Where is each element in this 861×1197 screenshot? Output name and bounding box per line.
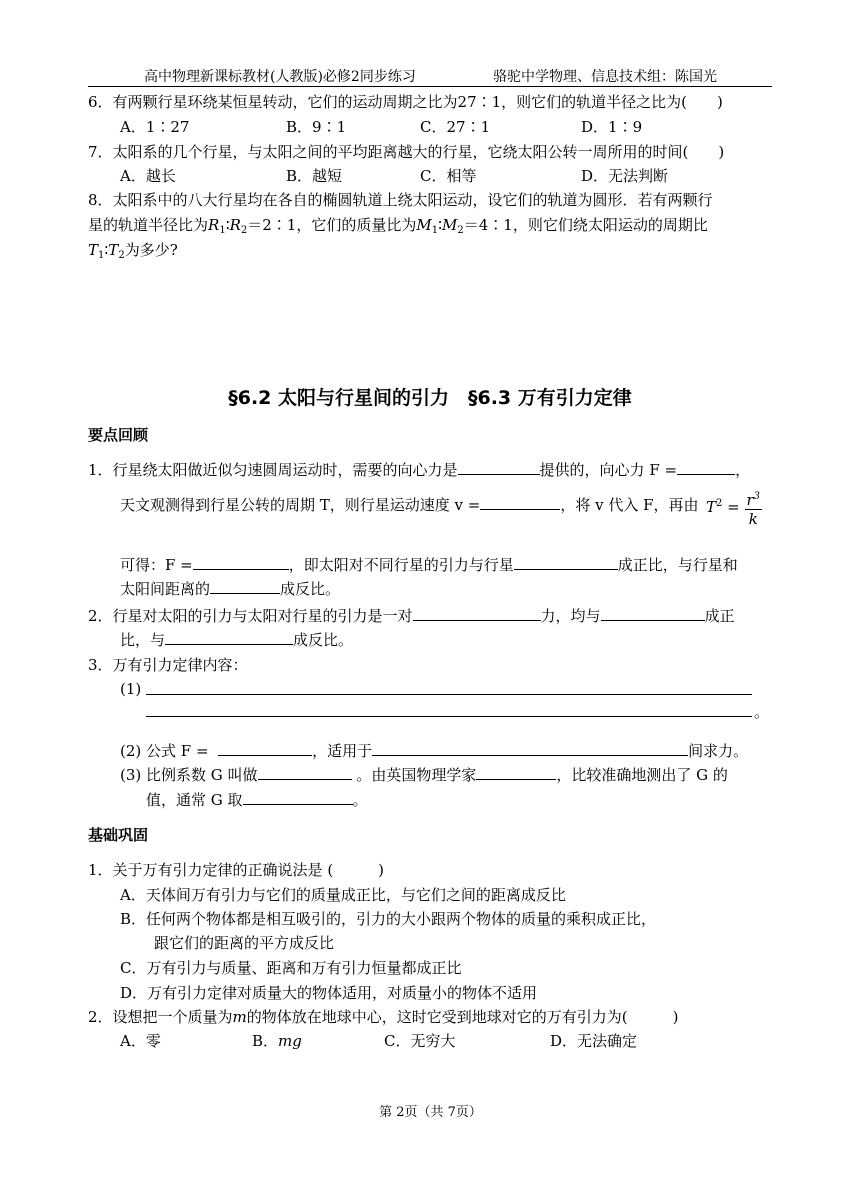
review-1-line-2: 天文观测得到行星公转的周期 T，则行星运动速度 v = ，将 v 代入 F，再由 xyxy=(120,496,699,514)
review-3-1-label: (1) xyxy=(120,680,142,698)
basics-question-2-option-d: D．无法确定 xyxy=(550,1032,638,1050)
blank[interactable] xyxy=(413,605,541,621)
answer-line[interactable] xyxy=(146,716,752,717)
basics-question-2-option-c: C．无穷大 xyxy=(384,1032,456,1050)
header-rule xyxy=(88,86,772,87)
review-1-line-4: 太阳间距离的 成反比。 xyxy=(120,580,341,598)
blank[interactable] xyxy=(372,740,688,756)
question-7-stem: 7．太阳系的几个行星，与太阳之间的平均距离越大的行星，它绕太阳公转一周所用的时间( ) xyxy=(88,143,725,161)
formula-fraction: $\frac{r^3}{k}$ xyxy=(745,488,763,528)
blank[interactable] xyxy=(243,789,353,805)
header-left: 高中物理新课标教材(人教版)必修2同步练习 xyxy=(144,69,416,85)
question-6-option-b: B．9∶1 xyxy=(286,118,347,136)
blank[interactable] xyxy=(193,554,289,570)
blank[interactable] xyxy=(165,629,293,645)
basics-question-2-stem: 2．设想把一个质量为m的物体放在地球中心，这时它受到地球对它的万有引力为( ) xyxy=(88,1008,679,1026)
review-3-heading: 3．万有引力定律内容： xyxy=(88,656,248,674)
review-heading: 要点回顾 xyxy=(88,426,149,444)
question-7-option-d: D．无法判断 xyxy=(581,167,669,185)
blank[interactable] xyxy=(601,605,705,621)
question-6-stem: 6．有两颗行星环绕某恒星转动，它们的运动周期之比为27∶1，则它们的轨道半径之比为( ) xyxy=(88,93,723,111)
question-8-line-3: $T_1∶T_2$为多少? xyxy=(88,241,178,261)
review-3-2: (2) 公式 F = ，适用于 间求力。 xyxy=(120,742,749,760)
blank[interactable] xyxy=(480,494,560,510)
answer-line[interactable] xyxy=(146,694,752,695)
review-2-line-2: 比，与 成反比。 xyxy=(120,631,354,649)
blank[interactable] xyxy=(458,459,540,475)
blank[interactable] xyxy=(218,740,312,756)
blank[interactable] xyxy=(476,764,556,780)
basics-question-1-stem: 1．关于万有引力定律的正确说法是 ( ) xyxy=(88,861,385,879)
review-3-3: (3) 比例系数 G 叫做 。由英国物理学家 ，比较准确地测出了 G 的 xyxy=(120,766,728,784)
basics-question-2-option-a: A．零 xyxy=(120,1032,161,1050)
question-6-option-d: D．1∶9 xyxy=(581,118,643,136)
page-footer: 第 2页（共 7页） xyxy=(379,1105,482,1120)
basics-question-1-option-b-cont: 跟它们的距离的平方成反比 xyxy=(154,934,335,952)
blank[interactable] xyxy=(258,764,352,780)
basics-question-1-option-c: C．万有引力与质量、距离和万有引力恒量都成正比 xyxy=(120,959,462,977)
question-6-option-a: A．1∶27 xyxy=(120,118,190,136)
review-2-line-1: 2．行星对太阳的引力与太阳对行星的引力是一对 力，均与 成正 xyxy=(88,607,735,625)
blank[interactable] xyxy=(210,578,280,594)
review-1-line-1: 1．行星绕太阳做近似匀速圆周运动时，需要的向心力是 提供的，向心力 F = ， xyxy=(88,461,751,479)
question-8-line-1: 8．太阳系中的八大行星均在各自的椭圆轨道上绕太阳运动，设它们的轨道为圆形．若有两颗行 xyxy=(88,191,713,209)
kepler-formula: $T^2$ = $\frac{r^3}{k}$ xyxy=(706,488,762,528)
question-7-option-b: B．越短 xyxy=(286,167,343,185)
review-3-1-end: 。 xyxy=(754,703,770,721)
basics-question-1-option-a: A．天体间万有引力与它们的质量成正比，与它们之间的距离成反比 xyxy=(120,886,566,904)
question-7-option-a: A．越长 xyxy=(120,167,176,185)
question-7-option-c: C．相等 xyxy=(420,167,477,185)
header-right: 骆驼中学物理、信息技术组：陈国光 xyxy=(493,69,717,85)
basics-question-2-option-b: B．mg xyxy=(252,1032,302,1050)
review-1-line-3: 可得：F = ，即太阳对不同行星的引力与行星 成正比，与行星和 xyxy=(120,556,738,574)
basics-heading: 基础巩固 xyxy=(88,826,149,844)
review-3-3-cont: 值，通常 G 取 。 xyxy=(146,791,368,809)
basics-question-1-option-b: B．任何两个物体都是相互吸引的，引力的大小跟两个物体的质量的乘积成正比， xyxy=(120,910,657,928)
basics-question-1-option-d: D．万有引力定律对质量大的物体适用，对质量小的物体不适用 xyxy=(120,984,538,1002)
blank[interactable] xyxy=(514,554,618,570)
question-8-line-2: 星的轨道半径比为$R_1∶R_2=2∶1$，它们的质量比为$M_1∶M_2=4∶1$，则它们绕太阳运动的周期比 xyxy=(88,216,708,236)
blank[interactable] xyxy=(677,459,735,475)
section-title: §6.2 太阳与行星间的引力 §6.3 万有引力定律 xyxy=(228,387,632,409)
question-6-option-c: C．27∶1 xyxy=(420,118,491,136)
